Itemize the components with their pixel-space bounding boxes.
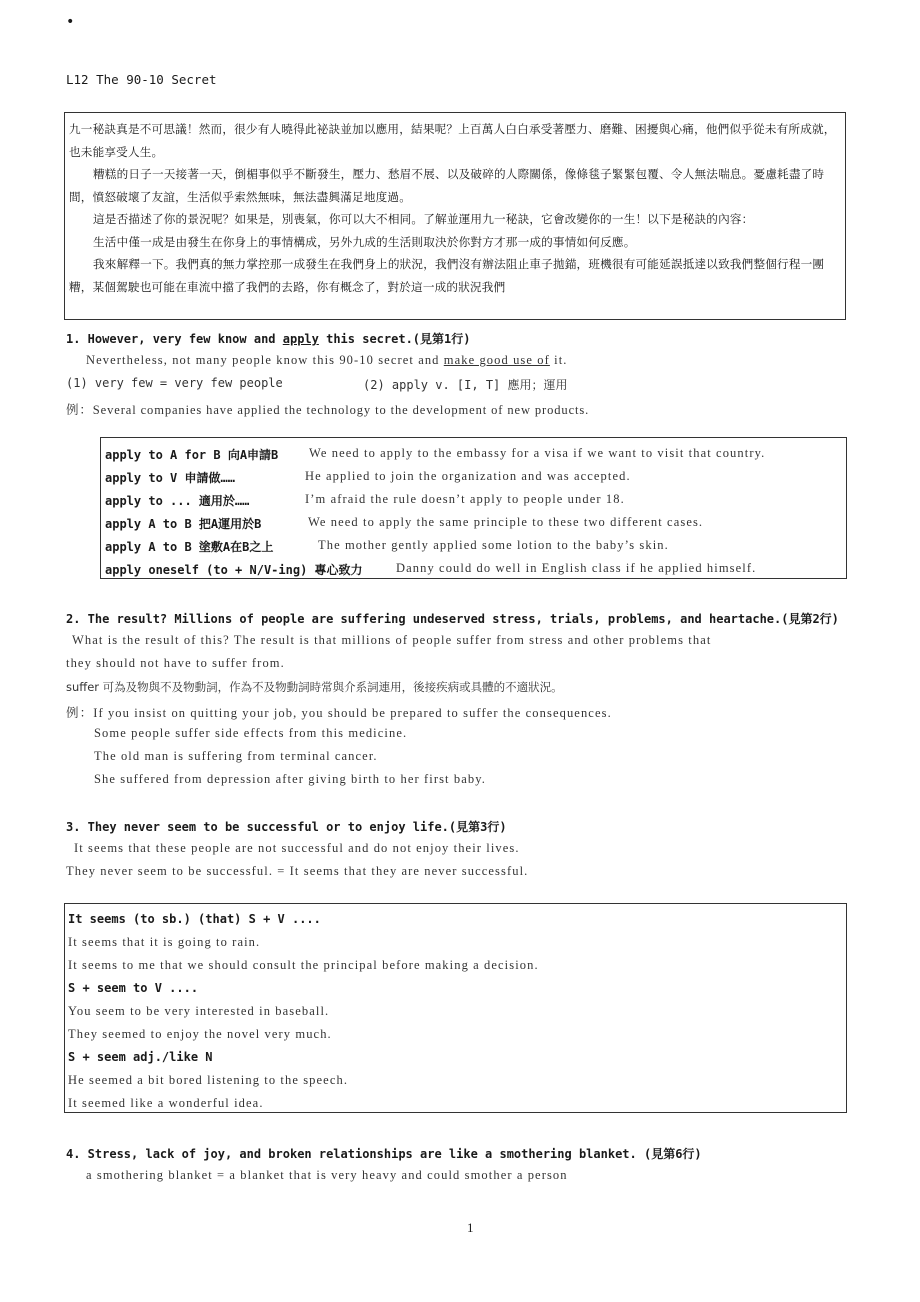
page-number: 1 bbox=[467, 1220, 474, 1235]
lesson-title: L12 The 90-10 Secret bbox=[66, 72, 217, 87]
pattern-heading: S + seem adj./like N bbox=[68, 1050, 213, 1064]
passage-paragraph: 生活中僅一成是由發生在你身上的事情構成，另外九成的生活則取決於你對方才那一成的事情如何反應。 bbox=[93, 234, 636, 249]
apply-usage-table bbox=[100, 437, 847, 579]
passage-paragraph: 糟糕的日子一天接著一天，倒楣事似乎不斷發生，壓力、愁眉不展、以及破碎的人際關係，像條毯子緊緊包覆、令人無法喘息。憂慮耗盡了時間，憤怒破壞了友誼，生活似乎索然無味，無法盡興滿足地度過。 bbox=[69, 167, 825, 204]
table-row: apply A to B 把A運用於B We need to apply the same principle to these two different cases. bbox=[105, 515, 704, 531]
q1-example: 例：Several companies have applied the technology to the development of new products. bbox=[66, 403, 590, 417]
seem-usage-box bbox=[64, 903, 847, 1113]
table-row: apply to A for B 向A申請B We need to apply to the embassy for a visa if we want to visit that country. bbox=[105, 446, 766, 462]
q2-paraphrase-cont: they should not have to suffer from. bbox=[66, 656, 285, 670]
q1-heading: 1. However, very few know and apply this secret.(見第1行) bbox=[66, 332, 471, 346]
q3-heading: 3. They never seem to be successful or to enjoy life.(見第3行) bbox=[66, 820, 507, 834]
passage-paragraph: 九一秘訣真是不可思議！然而，很少有人曉得此祕訣並加以應用，結果呢？上百萬人白白承受著壓力、磨難、困擾與心痛，他們似乎從未有所成就，也未能享受人生。 bbox=[69, 122, 836, 159]
pattern-example: It seems to me that we should consult the principal before making a decision. bbox=[68, 958, 539, 972]
pattern-heading: S + seem to V .... bbox=[68, 981, 199, 995]
pattern-example: It seemed like a wonderful idea. bbox=[68, 1096, 264, 1110]
pattern-heading: It seems (to sb.) (that) S + V .... bbox=[68, 912, 321, 926]
q4-paraphrase: a smothering blanket = a blanket that is very heavy and could smother a person bbox=[86, 1168, 568, 1182]
table-row: apply to V 申請做…… He applied to join the organization and was accepted. bbox=[105, 469, 631, 485]
q2-example: 例：If you insist on quitting your job, you should be prepared to suffer the consequences. bbox=[66, 706, 612, 720]
table-row: apply A to B 塗敷A在B之上 The mother gently applied some lotion to the baby’s skin. bbox=[105, 538, 669, 554]
table-row: apply oneself (to + N/V-ing) 專心致力 Danny could do well in English class if he applied himself. bbox=[105, 561, 757, 577]
pattern-example: He seemed a bit bored listening to the speech. bbox=[68, 1073, 349, 1087]
q3-paraphrase-cont: They never seem to be successful. = It seems that they are never successful. bbox=[66, 864, 529, 878]
passage-paragraph: 這是否描述了你的景況呢？如果是，別喪氣，你可以大不相同。了解並運用九一秘訣，它會改變你的一生！以下是秘訣的內容： bbox=[93, 212, 754, 226]
q4-heading: 4. Stress, lack of joy, and broken relationships are like a smothering blanket. (見第6行) bbox=[66, 1147, 702, 1161]
q2-example: She suffered from depression after giving birth to her first baby. bbox=[94, 772, 486, 786]
q2-example: The old man is suffering from terminal cancer. bbox=[94, 749, 378, 763]
pattern-example: You seem to be very interested in baseball. bbox=[68, 1004, 330, 1018]
pattern-example: It seems that it is going to rain. bbox=[68, 935, 261, 949]
bullet-mark: • bbox=[66, 14, 75, 30]
q2-heading: 2. The result? Millions of people are suffering undeserved stress, trials, problems, and heartache.(見第2行) bbox=[66, 612, 839, 626]
table-row: apply to ... 適用於…… I’m afraid the rule doesn’t apply to people under 18. bbox=[105, 492, 625, 508]
q1-note-1: (1) very few = very few people bbox=[66, 376, 283, 390]
q2-example: Some people suffer side effects from this medicine. bbox=[94, 726, 408, 740]
q2-paraphrase: What is the result of this? The result is that millions of people suffer from stress and other problems that bbox=[72, 633, 712, 647]
q1-paraphrase: Nevertheless, not many people know this 90-10 secret and make good use of it. bbox=[86, 353, 568, 367]
q3-paraphrase: It seems that these people are not successful and do not enjoy their lives. bbox=[74, 841, 520, 855]
pattern-example: They seemed to enjoy the novel very much. bbox=[68, 1027, 332, 1041]
q1-note-2: (2) apply v. [I, T] 應用；運用 bbox=[363, 378, 568, 392]
passage-paragraph: 我來解釋一下。我們真的無力掌控那一成發生在我們身上的狀況，我們沒有辦法阻止車子拋錨，班機很有可能延誤抵達以致我們整個行程一團糟，某個駕駛也可能在車流中擋了我們的去路，你有概念了，對於這一成的狀況我們 bbox=[69, 257, 825, 294]
passage-box bbox=[64, 112, 846, 320]
q2-note: suffer 可為及物與不及物動詞，作為不及物動詞時常與介系詞連用，後接疾病或具體的不適狀況。 bbox=[66, 680, 563, 694]
